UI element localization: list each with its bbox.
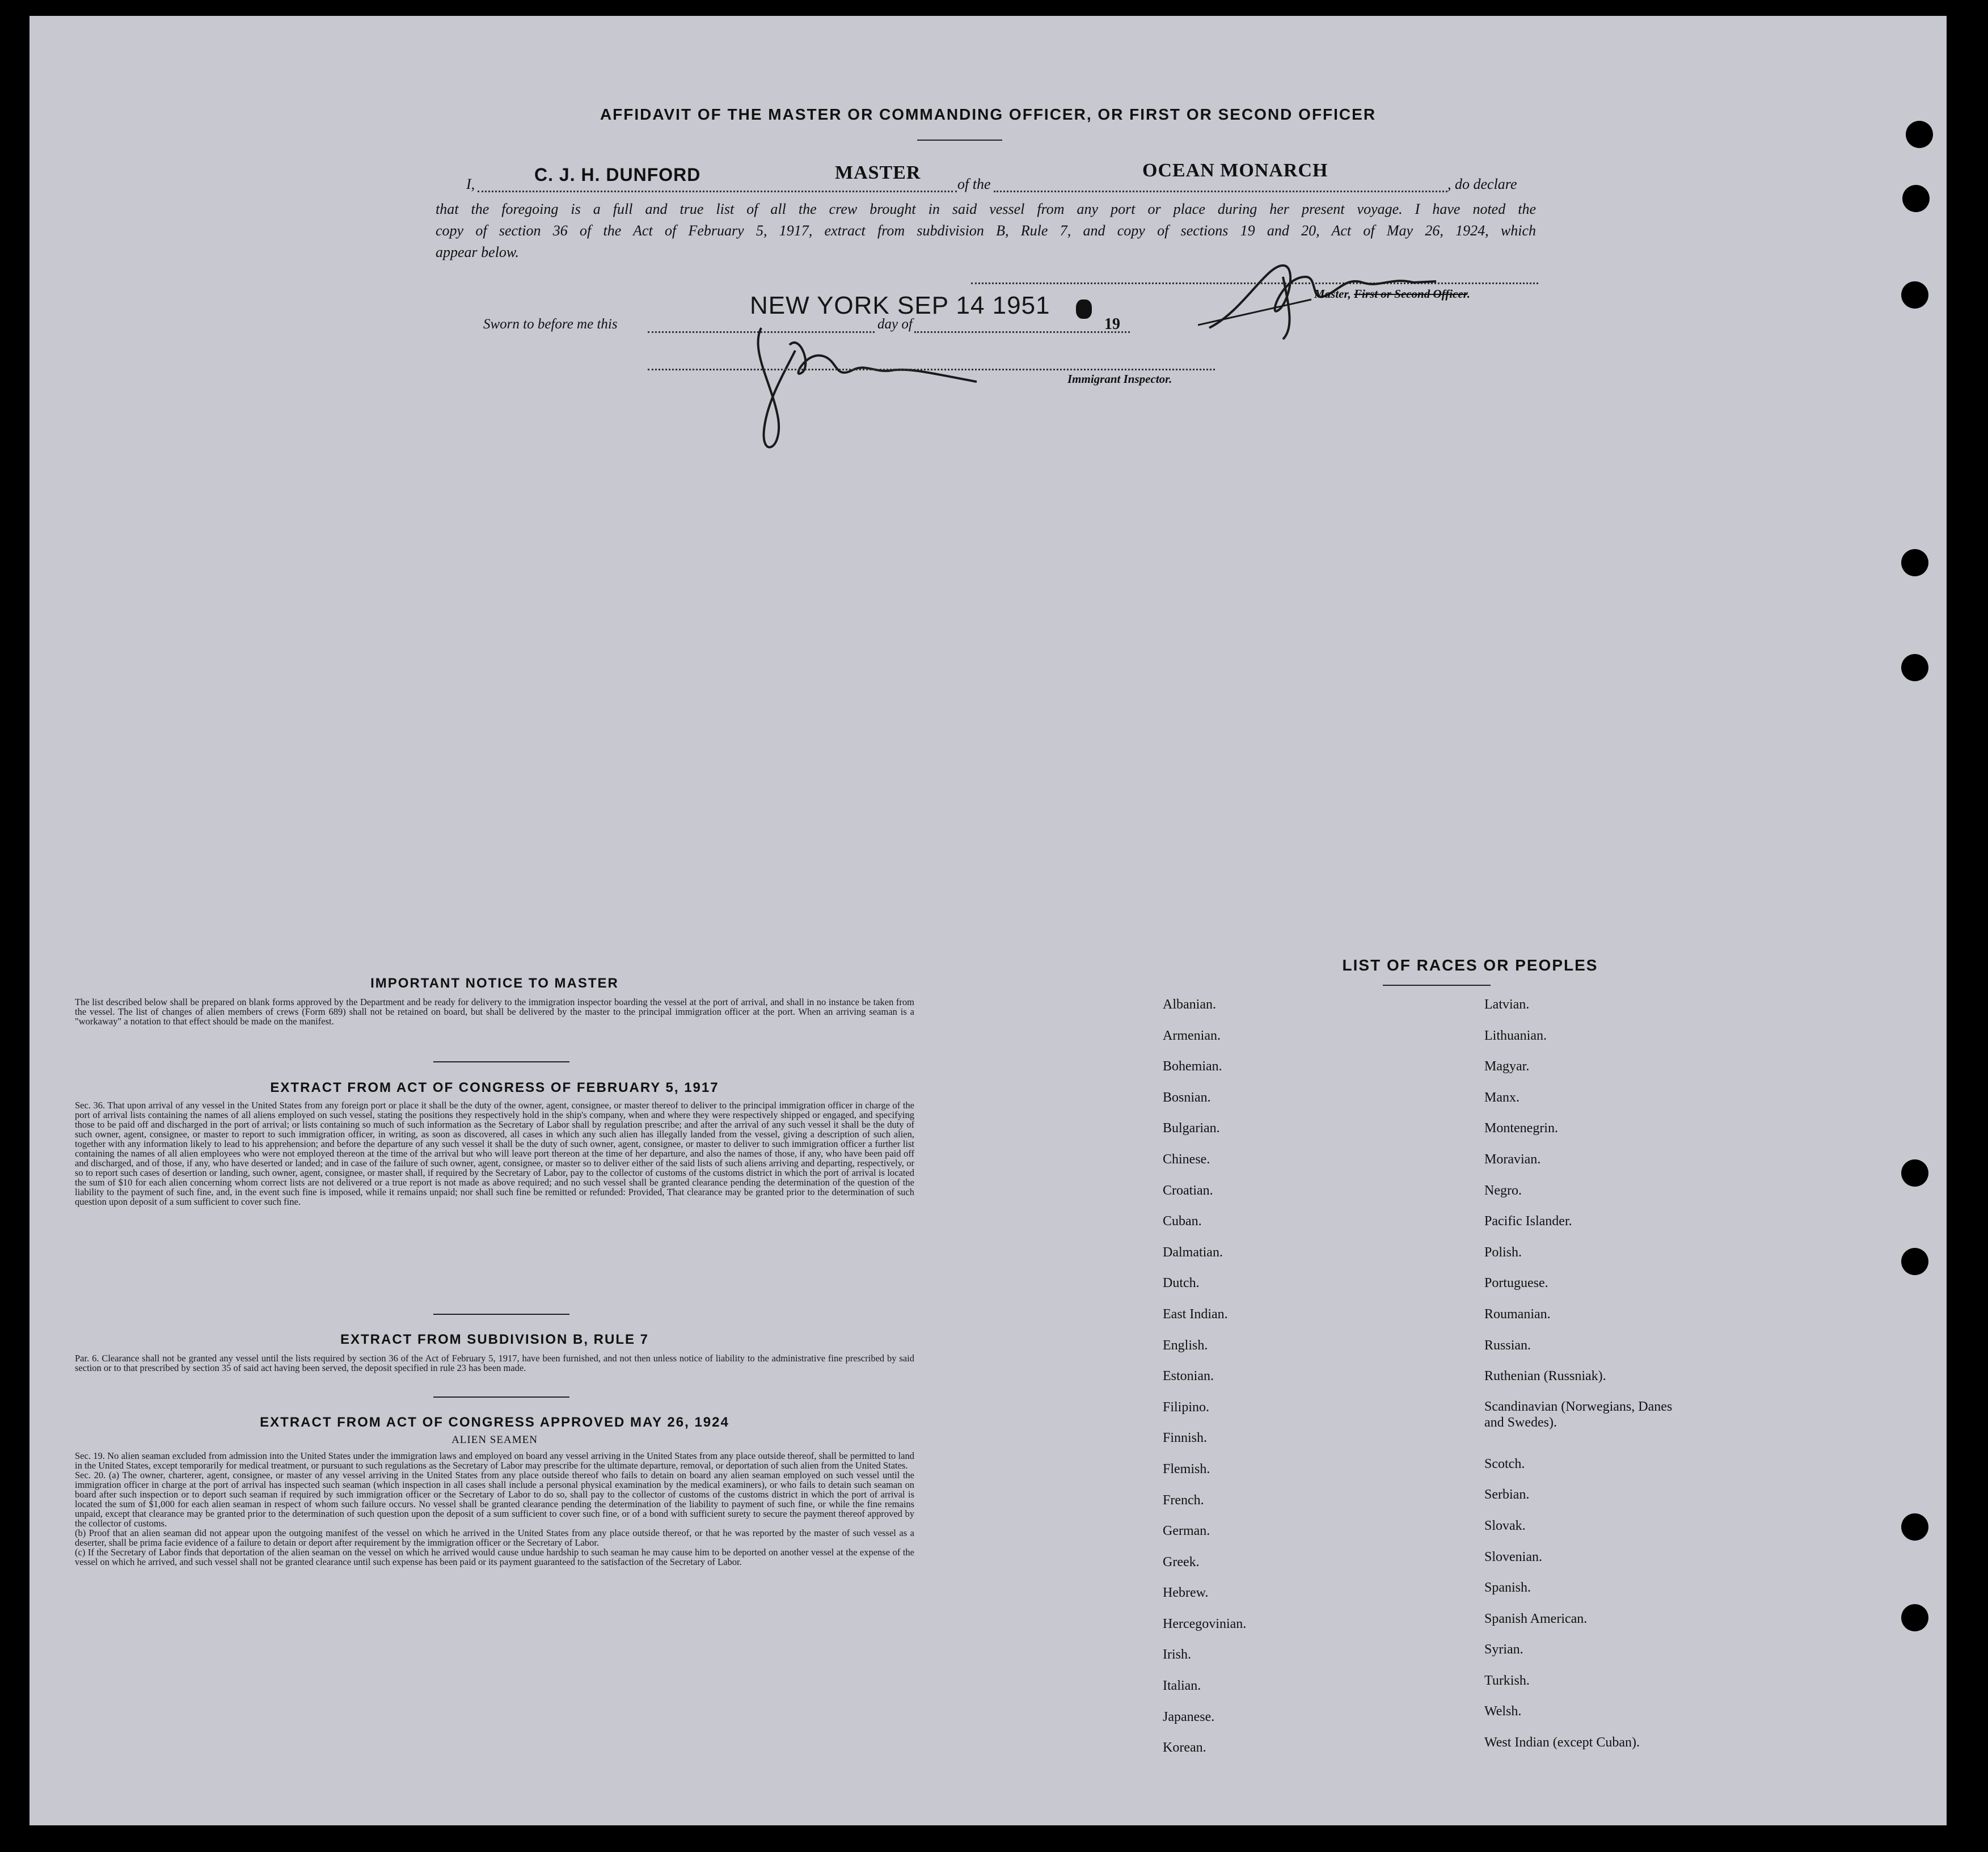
- race-item: Bosnian.: [1163, 1090, 1211, 1105]
- affidavit-title: AFFIDAVIT OF THE MASTER OR COMMANDING OFFICER, OR FIRST OR SECOND OFFICER: [600, 106, 1377, 123]
- race-item: Scandinavian (Norwegians, Danes and Swedes).: [1484, 1399, 1673, 1430]
- sec20a-text: Sec. 20. (a) The owner, charterer, agent, consignee, or master of any vessel arriving in the United States from any place outside thereof who fails to detain on board any alien seaman employed on such vessel until the immigration officer in charge at the port of arrival has inspected such seaman (which inspection in all cases shall include a personal physical examination by the medical examiners), or who fails to detain such seaman on board after such inspection or to deport such seaman if required by such immigration officer or the Secretary of Labor to do so, shall pay to the collector of customs of the customs district in which the port of arrival is located the sum of $1,000 for each alien seaman in respect of whom such failure occurs. No vessel shall be granted clearance pending the determination of the liability to payment of such fine, or while the fine remains unpaid, except that clearance may be granted prior to the determination of such question upon the deposit of a sum sufficient to cover such fine, or of a bond with sufficient surety to secure the payment thereof approved by the collector of customs.: [75, 1470, 914, 1529]
- role-master: Master,: [1314, 287, 1354, 301]
- inspector-signature: [738, 317, 1011, 464]
- extract-1924-subtitle: ALIEN SEAMEN: [451, 1434, 538, 1446]
- day-of-label: day of: [877, 317, 913, 332]
- race-item: Welsh.: [1484, 1704, 1522, 1719]
- extract-1917-title: EXTRACT FROM ACT OF CONGRESS OF FEBRUARY 5, 1917: [270, 1080, 719, 1095]
- race-item: Portuguese.: [1484, 1276, 1548, 1291]
- race-item: Magyar.: [1484, 1059, 1530, 1074]
- role-struck: First or Second Officer: [1354, 287, 1467, 301]
- affidavit-line-4: appear below.: [436, 244, 519, 260]
- rule7-divider: [433, 1397, 569, 1398]
- races-title: LIST OF RACES OR PEOPLES: [1342, 956, 1598, 974]
- race-item: Croatian.: [1163, 1183, 1213, 1198]
- race-item: Spanish American.: [1484, 1611, 1588, 1626]
- binder-hole: [1901, 1513, 1928, 1541]
- race-item: Pacific Islander.: [1484, 1214, 1572, 1229]
- rule7-title: EXTRACT FROM SUBDIVISION B, RULE 7: [340, 1332, 649, 1347]
- i-label: I,: [466, 176, 475, 192]
- binder-hole: [1902, 185, 1930, 212]
- signature-role: [1314, 287, 1470, 301]
- affidavit-line-3: copy of section 36 of the Act of February 5, 1917, extract from subdivision B, Rule 7, and copy of sections 19 and 20, Act of May 26, 1924, which: [436, 222, 1536, 239]
- of-the-label: of the: [957, 176, 991, 192]
- race-item: Spanish.: [1484, 1580, 1531, 1596]
- races-right-column: [1484, 996, 1751, 1765]
- race-item: Japanese.: [1163, 1709, 1215, 1724]
- document-page: [29, 16, 1947, 1825]
- race-item: Negro.: [1484, 1183, 1522, 1198]
- race-item: Bohemian.: [1163, 1059, 1222, 1074]
- race-item: Montenegrin.: [1484, 1121, 1558, 1136]
- race-item: Finnish.: [1163, 1431, 1208, 1446]
- extract-1924-body: [75, 1451, 914, 1567]
- binder-hole: [1906, 121, 1933, 148]
- race-item: Chinese.: [1163, 1151, 1210, 1167]
- extract-1917-text: Sec. 36. That upon arrival of any vessel in the United States from any foreign port or place it shall be the duty of the owner, agent, consignee, or master thereof to deliver to the principal immigration officer in charge of the port of arrival lists containing the names of all aliens employed on such vessel, stating the positions they respectively hold in the ship's company, when and where they were respectively shipped or engaged, and specifying those to be paid off and discharged in the port of arrival; or lists containing so much of such information as the Secretary of Labor shall by regulation prescribe; and after the arrival of any such vessel it shall be the duty of such owner, agent, consignee, or master to report to such immigration officer, in writing, as soon as discovered, all cases in which any such alien has illegally landed from the vessel, giving a description of such alien, together with any information likely to lead to his apprehension; and before the departure of any such vessel it shall be the duty of such owner, agent, consignee, or master to deliver to such immigration officer a further list containing the names of all alien employees who were not employed thereon at the time of the arrival but who will leave port thereon at the time of her departure, and also the names of those, if any, who have been paid off and discharged, and of those, if any, who have deserted or landed; and in case of the failure of such owner, agent, consignee, or master so to deliver either of the said lists of such aliens arriving and departing, respectively, or so to report such cases of desertion or landing, such owner, agent, consignee, or master shall, if required by the Secretary of Labor, pay to the collector of customs of the customs district in which the port of arrival is located the sum of $10 for each alien concerning whom correct lists are not delivered or a true report is not made as above required; and no such vessel shall be granted clearance pending the determination of the question of the liability to the payment of such fine, and, in the event such fine is imposed, while it remains unpaid; nor shall such fine be remitted or refunded: Provided, That clearance may be granted prior to the determination of such question upon deposit of a sum sufficient to cover such fine.: [75, 1100, 914, 1207]
- race-item: East Indian.: [1163, 1306, 1228, 1322]
- race-item: Bulgarian.: [1163, 1121, 1220, 1136]
- race-item: German.: [1163, 1524, 1210, 1539]
- race-item: Greek.: [1163, 1554, 1200, 1570]
- race-item: Serbian.: [1484, 1487, 1530, 1503]
- year-suffix: 19: [1104, 315, 1120, 333]
- name-line: [478, 191, 957, 192]
- master-name: C. J. H. DUNFORD: [534, 164, 701, 185]
- race-item: West Indian (except Cuban).: [1484, 1735, 1640, 1750]
- position-value: MASTER: [835, 162, 921, 183]
- binder-hole: [1901, 281, 1928, 309]
- race-item: Filipino.: [1163, 1399, 1210, 1415]
- sec20c-text: (c) If the Secretary of Labor finds that deportation of the alien seaman on the vessel on which he arrived would cause undue hardship to such seaman he may cause him to be deported on another vessel at the expense of the vessel on which he arrived, and such vessel shall not be granted clearance until such expense has been paid or its payment guaranteed to the satisfaction of the Secretary of Labor.: [75, 1547, 914, 1567]
- binder-hole: [1901, 1159, 1928, 1187]
- binder-hole: [1901, 1604, 1928, 1631]
- binder-hole: [1901, 1248, 1928, 1275]
- race-item: Hercegovinian.: [1163, 1616, 1247, 1631]
- declare-label: , do declare: [1447, 176, 1517, 192]
- inspector-line: [648, 369, 1215, 370]
- race-item: Dalmatian.: [1163, 1244, 1223, 1260]
- race-item: Manx.: [1484, 1090, 1520, 1105]
- race-item: Ruthenian (Russniak).: [1484, 1369, 1606, 1384]
- date-stamp: NEW YORK SEP 14 1951: [750, 292, 1050, 319]
- race-item: Slovenian.: [1484, 1549, 1542, 1564]
- vessel-line: [994, 191, 1447, 192]
- race-item: Estonian.: [1163, 1369, 1214, 1384]
- races-divider: [1383, 985, 1491, 986]
- race-item: Dutch.: [1163, 1276, 1200, 1291]
- race-item: Flemish.: [1163, 1461, 1210, 1476]
- race-item: Albanian.: [1163, 997, 1216, 1012]
- sec20b-text: (b) Proof that an alien seaman did not appear upon the outgoing manifest of the vessel on which he arrived in the United States from any place outside thereof, or that he was reported by the master of such vessel as a deserter, shall be prima facie evidence of a failure to detain or deport after requirement by the immigration officer or the Secretary of Labor.: [75, 1528, 914, 1548]
- race-item: Polish.: [1484, 1244, 1522, 1260]
- binder-hole: [1901, 654, 1928, 681]
- race-item: French.: [1163, 1492, 1204, 1508]
- race-item: Armenian.: [1163, 1028, 1221, 1043]
- affidavit-line-2: that the foregoing is a full and true list of all the crew brought in said vessel from any port or place during her present voyage. I have noted the: [436, 201, 1536, 217]
- race-item: Slovak.: [1484, 1518, 1526, 1533]
- vessel-name: OCEAN MONARCH: [1142, 160, 1328, 181]
- race-item: Cuban.: [1163, 1214, 1202, 1229]
- race-item: English.: [1163, 1338, 1208, 1353]
- race-item: Russian.: [1484, 1338, 1531, 1353]
- role-suffix: .: [1467, 287, 1470, 301]
- race-item: Hebrew.: [1163, 1585, 1209, 1601]
- races-left-column: [1163, 996, 1458, 1770]
- sec19-text: Sec. 19. No alien seaman excluded from admission into the United States under the immigration laws and employed on board any vessel arriving in the United States from any place outside thereof, shall be permitted to land in the United States, except temporarily for medical treatment, or pursuant to such regulations as the Secretary of Labor may prescribe for the ultimate departure, removal, or deportation of such alien from the United States.: [75, 1450, 914, 1471]
- race-item: Lithuanian.: [1484, 1028, 1547, 1043]
- ink-blot: [1076, 299, 1092, 319]
- inspector-label: Immigrant Inspector.: [1067, 372, 1172, 386]
- rule7-text: Par. 6. Clearance shall not be granted any vessel until the lists required by section 36 of the Act of February 5, 1917, have been furnished, and not then unless notice of liability to the administrative fine prescribed by said section or to that prescribed by section 35 of said act having been served, the deposit specified in rule 23 has been made.: [75, 1353, 914, 1373]
- race-item: Roumanian.: [1484, 1306, 1551, 1322]
- race-item: Moravian.: [1484, 1151, 1541, 1167]
- notice-divider: [433, 1061, 569, 1062]
- binder-hole: [1901, 549, 1928, 576]
- title-divider: [917, 140, 1002, 141]
- race-item: Latvian.: [1484, 997, 1530, 1012]
- race-item: Syrian.: [1484, 1642, 1523, 1657]
- extract-1924-title: EXTRACT FROM ACT OF CONGRESS APPROVED MAY 26, 1924: [260, 1415, 729, 1430]
- race-item: Scotch.: [1484, 1456, 1525, 1471]
- sworn-label: Sworn to before me this: [483, 317, 618, 332]
- notice-text: The list described below shall be prepared on blank forms approved by the Department and be ready for delivery to the immigration inspector boarding the vessel at the port of arrival, and shall in no instance be taken from the vessel. The list of changes of alien members of crews (Form 689) shall not be retained on board, but shall be delivered by the master to the principal immigration officer at the port. When an arriving seaman is a "workaway" a notation to that effect should be made on the manifest.: [75, 997, 914, 1027]
- extract-1917-divider: [433, 1314, 569, 1315]
- race-item: Korean.: [1163, 1740, 1206, 1756]
- race-item: Irish.: [1163, 1647, 1191, 1663]
- notice-title: IMPORTANT NOTICE TO MASTER: [370, 976, 619, 991]
- race-item: Turkish.: [1484, 1673, 1530, 1688]
- race-item: Italian.: [1163, 1678, 1201, 1694]
